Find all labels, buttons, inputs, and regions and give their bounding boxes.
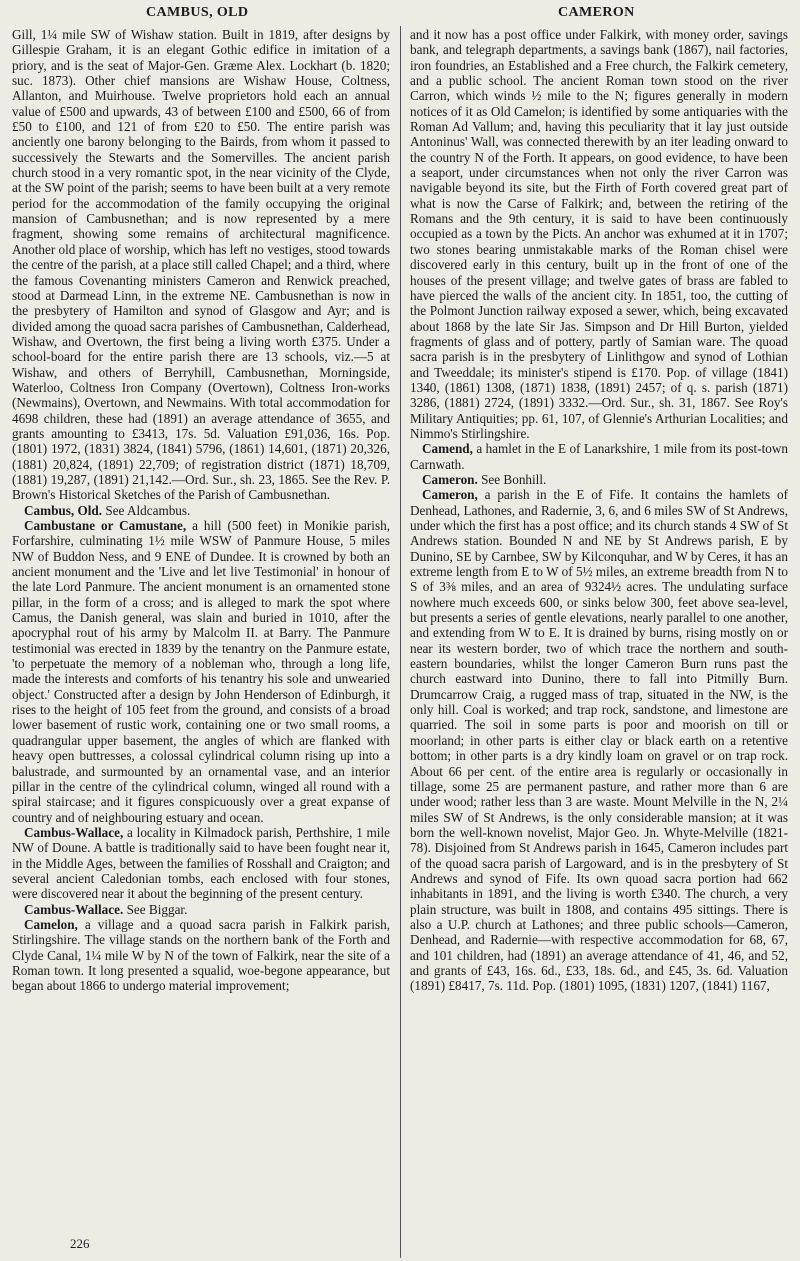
left-column xyxy=(12,27,390,1225)
entry-cambus-wallace: Cambus-Wallace, a locality in Kilmadock parish, Perthshire, 1 mile NW of Doune. A battle is traditionally said to have been fought near it, in the Middle Ages, between the families of Rosshall and Craigton; and several ancient Caledonian tombs, each enclosed with four stones, were discovered near it about the beginning of the present century. xyxy=(12,824,390,902)
headword: Camelon, xyxy=(24,916,78,932)
headword: Cameron, xyxy=(422,487,478,503)
running-head-right: CAMERON xyxy=(558,5,635,20)
entry-cambus-old: Cambus, Old. See Aldcambus. xyxy=(24,502,191,518)
entry-cameron-parish: Cameron, a parish in the E of Fife. It contains the hamlets of Denhead, Lathones, and Radernie, 3, 6, and 6 miles SW of St Andrews, under which the first has a post office; and its church stands 4 SW of St Andrews station. Bounded N and NE by St Andrews parish, E by Dunino, SE by Carnbee, SW by Kilconquhar, and W by Ceres, it has an extreme length from E to W of 5½ miles, an extreme breadth from N to S of 3⅜ miles, and an area of 9324½ acres. The undulating surface nowhere much exceeds 600, or sinks below 300, feet above sea-level, but presents a series of gentle elevations, nearly parallel to one another, and extending from W to E. It is drained by burns, rising mostly on or near its western border, two of which trace the northern and south-eastern boundaries, whilst the longer Cameron Burn runs past the church eastward into Dunino, there to fall into Pitmilly Burn. Drumcarrow Craig, a rugged mass of trap, situated in the NW, is the only hill. Coal is worked; and trap rock, sandstone, and limestone are quarried. The soil in some parts is poor and moorish on till or moorland; in other parts is either clay or black earth on a retentive bottom; in other parts is a dry kindly loam on gravel or on trap rock. About 66 per cent. of the entire area is regularly or occasionally in tillage, some 25 are permanent pasture, and rather more than 6 are under wood; rather less than 3 are waste. Mount Melville in the N, 2¼ miles SW of St Andrews, is the only considerable mansion; at it was born the well-known novelist, Major Geo. Jn. Whyte-Melville (1821-78). Disjoined from St Andrews parish in 1645, Cameron includes part of the quoad sacra parish of Largoward, and is in the presbytery of St Andrews and synod of Fife. Its own quoad sacra portion had 662 inhabitants in 1891, and the living is worth £340. The church, a very plain structure, was built in 1808, and contains 495 sittings. There is also a U.P. church at Lathones; and three public schools—Cameron, Denhead, and Radernie—with respective accommodation for 68, 67, and 101 children, had (1891) an average attendance of 41, 46, and 52, and grants of £43, 16s. 6d., £33, 18s. 6d., and £45, 3s. 6d. Valuation (1891) £8417, 7s. 11d. Pop. (1801) 1095, (1831) 1207, (1841) 1167, xyxy=(410,487,788,994)
right-column xyxy=(410,27,788,1259)
headword: Camend, xyxy=(422,441,473,457)
headword: Cameron. xyxy=(422,471,478,487)
headword: Cambus-Wallace. xyxy=(24,901,124,917)
entry-continuation: Gill, 1¼ mile SW of Wishaw station. Built in 1819, after designs by Gillespie Graham, it is an elegant Gothic edifice in imitation of a priory, and is the seat of Major-Gen. Græme Alex. Lockhart (b. 1820; suc. 1873). Other chief mansions are Wishaw House, Coltness, Allanton, and Muirhouse. Twelve proprietors hold each an annual value of £500 and upwards, 43 of between £100 and £500, 66 of from £50 to £100, and 121 of from £20 to £50. The entire parish was anciently one barony belonging to the Bairds, from whom it passed to successively the Stewarts and the Somervilles. The ancient parish church stood in a very romantic spot, in the near vicinity of the Clyde, at the SW point of the parish; seems to have been built at a very remote period for the accommodation of the family occupying the original mansion of Cambusnethan; and is now represented by a mere fragment, showing some remains of architectural magnificence. Another old place of worship, which has left no vestiges, stood towards the centre of the parish, at a place still called Chapel; and a third, where the famous Covenanting ministers Cameron and Renwick preached, stood at Darmead Linn, in the extreme NE. Cambusnethan is now in the presbytery of Hamilton and synod of Glasgow and Ayr; and is divided among the quoad sacra parishes of Cambusnethan, Calderhead, Wishaw, and Overtown, the first being a living worth £375. Under a school-board for the entire parish there are 13 schools, viz.—5 at Wishaw, and others of Berryhill, Cambusnethan, Morningside, Waterloo, Coltness Iron Company (Overtown), Coltness Iron-works (Newmains), Overtown, and Newmains. With total accommodation for 4698 children, these had (1891) an average attendance of 3655, and grants amounting to £3413, 17s. 5d. Valuation £91,036, 16s. Pop. (1801) 1972, (1831) 3824, (1841) 5796, (1861) 14,601, (1871) 20,326, (1881) 20,824, (1891) 22,709; of registration district (1871) 18,709, (1881) 19,287, (1891) 21,142.—Ord. Sur., sh. 23, 1865. See the Rev. P. Brown's Historical Sketches of the Parish of Cambusnethan. xyxy=(12,27,390,503)
page-number: 226 xyxy=(70,1236,90,1251)
entry-cambus-wallace-ref: Cambus-Wallace. See Biggar. xyxy=(24,901,188,917)
headword: Cambus, Old. xyxy=(24,502,103,518)
headword: Cambus-Wallace, xyxy=(24,824,124,840)
running-head-left: CAMBUS, OLD xyxy=(146,5,249,20)
entry-camend: Camend, a hamlet in the E of Lanarkshire, 1 mile from its post-town Carnwath. xyxy=(410,441,788,472)
entry-continuation: and it now has a post office under Falkirk, with money order, savings bank, and telegraph departments, a savings bank (1867), nail factories, iron foundries, an Established and a Free church, the Falkirk cemetery, and a public school. The ancient Roman town stood on the river Carron, which winds ½ mile to the N; figures generally in modern notices of it as Old Camelon; is identified by some antiquaries with the Roman Ad Vallum; and, having this peculiarity that it lay just outside Antoninus' Wall, was connected therewith by an iter leading onward to the country N of the Forth. It appears, on good evidence, to have been a seaport, under circumstances when not only the river Carron was navigable beyond its site, but the Firth of Forth covered great part of what is now the Carse of Falkirk; and, between the retiring of the Romans and the 9th century, it is said to have been continuously occupied as a town by the Picts. An anchor was exhumed at it in 1707; two stones bearing unmistakable marks of the Roman chisel were discovered early in this century, built up in the front of one of the houses of the present village; and twelve gates of brass are fabled to have pierced the walls of the ancient city. In 1851, too, the cutting of the Polmont Junction railway exposed a sewer, which, being excavated about 1868 by the late Sir Jas. Simpson and Dr Hill Burton, yielded fragments of glass and of pottery, partly of Samian ware. The quoad sacra parish is in the presbytery of Linlithgow and synod of Lothian and Tweeddale; its minister's stipend is £170. Pop. of village (1841) 1340, (1861) 1308, (1871) 1838, (1891) 2457; of q. s. parish (1871) 3286, (1881) 2724, (1891) 3332.—Ord. Sur., sh. 31, 1867. See Roy's Military Antiquities; pp. 61, 107, of Glennie's Arthurian Localities; and Nimmo's Stirlingshire. xyxy=(410,27,788,441)
headword: Cambustane or Camustane, xyxy=(24,518,187,533)
entry-cameron-ref: Cameron. See Bonhill. xyxy=(422,471,547,487)
entry-cambustane: Cambustane or Camustane, a hill (500 feet) in Monikie parish, Forfarshire, culminating 1½ mile WSW of Panmure House, 5 miles NW of Buddon Ness, and 9 ENE of Dundee. It is crowned by both an ancient monument and the 'Live and let live Testimonial' in honour of the late Lord Panmure. The ancient monument is an ornamented stone pillar, in the form of a cross; and is alleged to mark the spot where Camus, the Danish general, was slain and buried in 1010, after the apocryphal rout of his army by Malcolm II. at Barry. The Panmure testimonial was erected in 1839 by the tenantry on the Panmure estate, 'to perpetuate the memory of a nobleman who, through a long life, made the interests and comforts of his tenantry his sole and unwearied object.' Constructed after a design by John Henderson of Edinburgh, it rises to the height of 105 feet from the ground, and consists of a broad lower basement of rustic work, containing one or two small rooms, a quadrangular upper basement, the angles of which are flanked with heavy open buttresses, a colossal cylindrical column rising up into a balustrade, and surmounted by an ornamental vase, and an interior pillar in the centre of the cylindrical column, winged all round with a spiral staircase; and it figures conspicuously over a great expanse of country and of neighbouring estuary and ocean. xyxy=(12,518,390,825)
entry-camelon: Camelon, a village and a quoad sacra parish in Falkirk parish, Stirlingshire. The village stands on the northern bank of the Forth and Clyde Canal, 1¼ mile W by N of the town of Falkirk, near the site of a Roman town. It long presented a squalid, woe-begone appearance, but began about 1866 to undergo material improvement; xyxy=(12,916,390,994)
column-rule xyxy=(400,26,401,1258)
